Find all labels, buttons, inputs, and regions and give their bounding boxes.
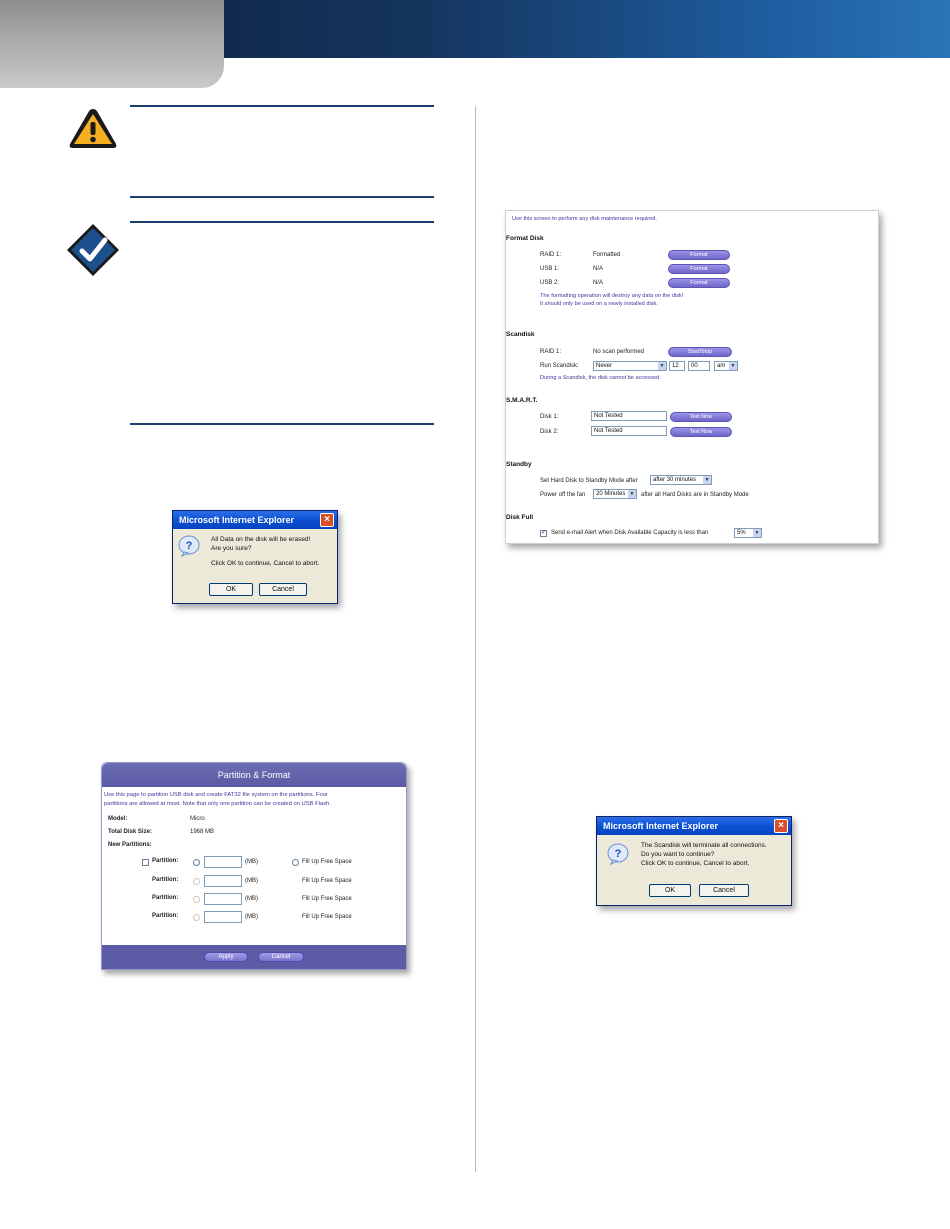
intro-line: Use this screen to perform any disk maintenance required. — [512, 216, 657, 222]
disk-full-alert-checkbox[interactable]: ✓ — [541, 530, 547, 536]
fill-free-space-radio[interactable] — [292, 859, 299, 866]
dialog-message-line: The Scandisk will terminate all connections. — [641, 842, 767, 849]
disk-size-label: Total Disk Size: — [108, 829, 152, 835]
fan-value: 20 Minutes — [596, 491, 626, 497]
smart-heading: S.M.A.R.T. — [506, 397, 538, 404]
ampm-select[interactable] — [714, 361, 738, 371]
cancel-button[interactable]: Cancel — [258, 952, 304, 962]
standby-heading: Standby — [506, 461, 532, 468]
ok-button[interactable]: OK — [649, 884, 691, 897]
close-icon[interactable]: × — [320, 513, 334, 527]
scandisk-heading: Scandisk — [506, 331, 535, 338]
close-icon[interactable]: × — [774, 819, 788, 833]
partition-label: Partition: — [152, 877, 179, 883]
page-header-tab — [0, 0, 224, 88]
run-scandisk-select[interactable] — [593, 361, 667, 371]
ok-button[interactable]: OK — [209, 583, 253, 596]
fan-select[interactable] — [593, 489, 637, 499]
start-stop-button[interactable]: Start/Stop — [668, 347, 732, 357]
dialog-title: Microsoft Internet Explorer — [173, 511, 337, 529]
intro-line: Use this page to partition USB disk and create FAT32 file system on the partitions. Four — [104, 792, 328, 798]
format-warning: The formatting operation will destroy any data on the disk! — [540, 293, 684, 299]
column-divider — [475, 106, 476, 1172]
raid1-label: RAID 1: — [540, 252, 562, 258]
panel-title: Partition & Format — [102, 763, 406, 787]
question-icon — [607, 843, 629, 865]
unit-label: (MB) — [245, 878, 258, 884]
partition-size-input[interactable] — [204, 893, 242, 905]
partition-radio[interactable] — [193, 859, 200, 866]
panel-footer — [102, 945, 406, 969]
threshold-value: 5% — [737, 530, 746, 536]
format-button[interactable]: Format — [668, 264, 730, 274]
hour-input[interactable]: 12 — [669, 361, 685, 371]
scan-raid-value: No scan performed — [593, 349, 645, 355]
fill-free-space-label: Fill Up Free Space — [302, 896, 352, 902]
partition-size-input[interactable] — [204, 875, 242, 887]
svg-text:?: ? — [614, 848, 622, 860]
disk-full-alert-label: Send e-mail Alert when Disk Available Capacity is less than — [551, 530, 709, 536]
minute-input[interactable]: 00 — [688, 361, 710, 371]
format-button[interactable]: Format — [668, 250, 730, 260]
dialog-message-line: All Data on the disk will be erased! — [211, 536, 311, 543]
apply-button[interactable]: Apply — [204, 952, 248, 962]
chevron-down-icon: ▼ — [730, 363, 736, 369]
fill-free-space-label: Fill Up Free Space — [302, 914, 352, 920]
partition-radio[interactable] — [193, 878, 200, 885]
scandisk-confirm-dialog — [596, 816, 792, 906]
test-now-button[interactable]: Test Now — [670, 427, 732, 437]
format-warning: It should only be used on a newly installed disk. — [540, 301, 658, 307]
unit-label: (MB) — [245, 914, 258, 920]
partition-checkbox[interactable] — [142, 859, 149, 866]
note-top-rule — [130, 221, 434, 223]
new-partitions-label: New Partitions: — [108, 842, 152, 848]
disk1-label: Disk 1: — [540, 414, 559, 420]
svg-text:?: ? — [185, 540, 193, 552]
question-icon — [178, 535, 200, 557]
standby-label: Set Hard Disk to Standby Mode after — [540, 478, 638, 484]
check-icon — [65, 222, 121, 278]
disk-maintenance-panel — [505, 210, 879, 544]
cancel-button[interactable]: Cancel — [259, 583, 307, 596]
run-scandisk-value: Never — [596, 363, 613, 369]
fill-free-space-label: Fill Up Free Space — [302, 859, 352, 865]
unit-label: (MB) — [245, 859, 258, 865]
partition-label: Partition: — [152, 913, 179, 919]
partition-radio[interactable] — [193, 896, 200, 903]
warning-top-rule — [130, 105, 434, 107]
erase-confirm-dialog — [172, 510, 338, 604]
partition-size-input[interactable] — [204, 911, 242, 923]
raid1-value: Formatted — [593, 252, 621, 258]
dialog-message-line: Are you sure? — [211, 545, 252, 552]
partition-radio[interactable] — [193, 914, 200, 921]
dialog-title: Microsoft Internet Explorer — [597, 817, 791, 835]
test-now-button[interactable]: Test Now — [670, 412, 732, 422]
warning-bottom-rule — [130, 196, 434, 198]
dialog-message-line: Do you want to continue? — [641, 851, 715, 858]
scandisk-note: During a Scandisk, the disk cannot be accessed. — [540, 375, 661, 381]
partition-label: Partition: — [152, 858, 179, 864]
chevron-down-icon: ▼ — [629, 491, 635, 497]
ampm-value: am — [717, 363, 726, 369]
partition-format-panel — [101, 762, 407, 970]
fan-label: Power off the fan — [540, 492, 586, 498]
dialog-message-line: Click OK to continue, Cancel to abort. — [641, 860, 750, 867]
model-value: Micro — [190, 816, 205, 822]
standby-value: after 30 minutes — [653, 477, 697, 483]
scan-raid-label: RAID 1: — [540, 349, 562, 355]
intro-line: partitions are allowed at most. Note that only one partition can be created on USB Flash. — [104, 801, 331, 807]
dialog-message-line: Click OK to continue, Cancel to abort. — [211, 560, 320, 567]
fill-free-space-label: Fill Up Free Space — [302, 878, 352, 884]
usb1-value: N/A — [593, 266, 604, 272]
disk2-status: Not Tested — [591, 426, 667, 436]
chevron-down-icon: ▼ — [754, 530, 760, 536]
run-scandisk-label: Run Scandisk: — [540, 363, 579, 369]
format-button[interactable]: Format — [668, 278, 730, 288]
disk-size-value: 1968 MB — [190, 829, 215, 835]
note-bottom-rule — [130, 423, 434, 425]
disk2-label: Disk 2: — [540, 429, 559, 435]
disk-full-heading: Disk Full — [506, 514, 534, 521]
chevron-down-icon: ▼ — [659, 363, 665, 369]
usb2-value: N/A — [593, 280, 604, 286]
unit-label: (MB) — [245, 896, 258, 902]
fan-suffix: after all Hard Disks are in Standby Mode — [641, 492, 749, 498]
standby-select[interactable] — [650, 475, 712, 485]
disk-full-threshold-select[interactable] — [734, 528, 762, 538]
format-disk-heading: Format Disk — [506, 235, 544, 242]
warning-icon — [67, 106, 119, 150]
chevron-down-icon: ▼ — [704, 477, 710, 483]
usb1-label: USB 1: — [540, 266, 560, 272]
usb2-label: USB 2: — [540, 280, 560, 286]
model-label: Model: — [108, 816, 128, 822]
partition-size-input[interactable] — [204, 856, 242, 868]
partition-label: Partition: — [152, 895, 179, 901]
disk1-status: Not Tested — [591, 411, 667, 421]
cancel-button[interactable]: Cancel — [699, 884, 749, 897]
